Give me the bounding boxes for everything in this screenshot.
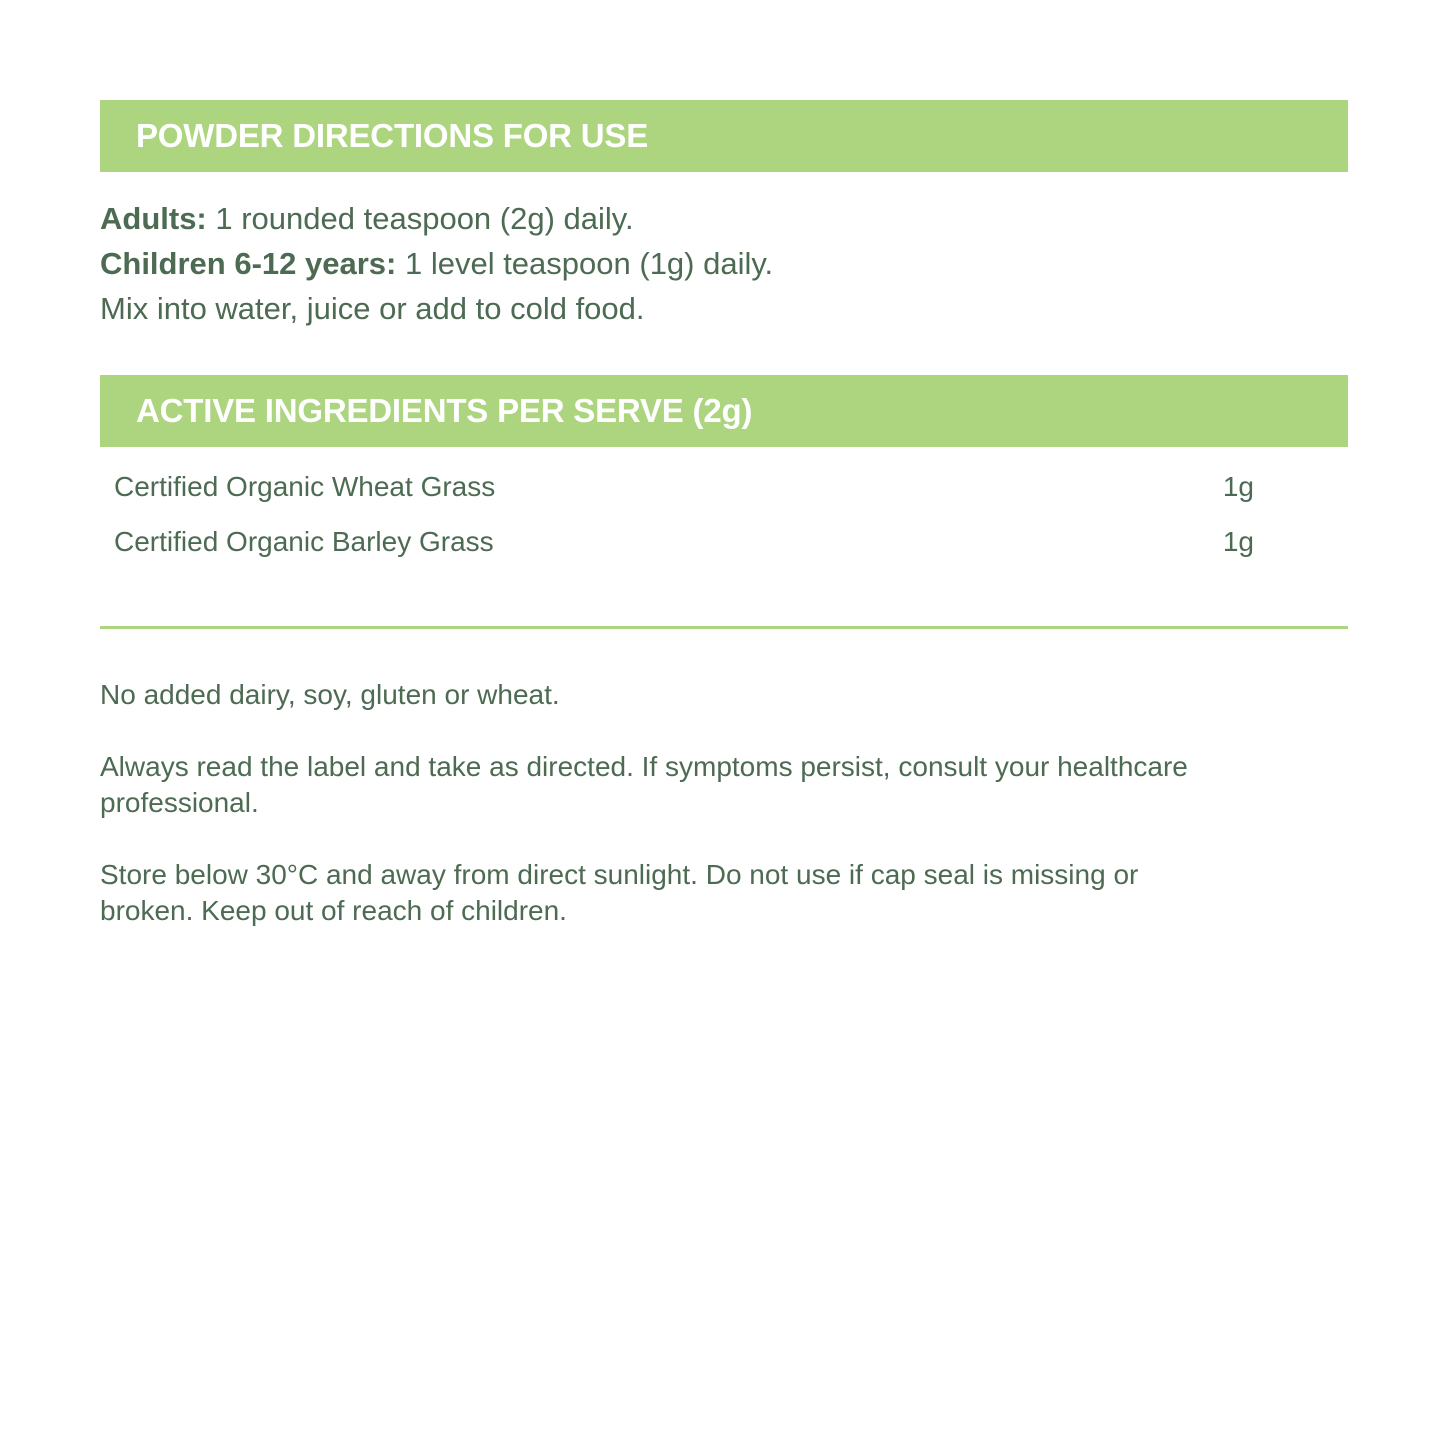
advice-statement: Always read the label and take as directed. If symptoms persist, consult your healthcare professional.: [100, 751, 1188, 818]
section-divider: [100, 626, 1348, 629]
directions-header: [100, 100, 1348, 172]
adults-text: 1 rounded teaspoon (2g) daily.: [206, 201, 634, 236]
adults-dosage: [100, 196, 773, 241]
ingredient-amount: 1g: [1222, 471, 1254, 502]
notes-section: [100, 677, 1220, 965]
ingredients-header: [100, 375, 1348, 447]
ingredients-table: [114, 468, 1254, 578]
adults-label: Adults:: [100, 201, 207, 236]
ingredient-row: [114, 468, 1254, 523]
directions-body: [100, 196, 773, 331]
storage-statement: Store below 30°C and away from direct sunlight. Do not use if cap seal is missing or broken. Keep out of reach of children.: [100, 859, 1139, 926]
mix-instructions: Mix into water, juice or add to cold food.: [100, 291, 645, 326]
directions-title: POWDER DIRECTIONS FOR USE: [136, 117, 649, 154]
children-text: 1 level teaspoon (1g) daily.: [396, 246, 774, 281]
ingredients-title: ACTIVE INGREDIENTS PER SERVE (2g): [136, 392, 753, 429]
ingredient-name: Certified Organic Barley Grass: [114, 526, 494, 557]
ingredient-name: Certified Organic Wheat Grass: [114, 471, 496, 502]
ingredient-amount: 1g: [1222, 526, 1254, 557]
ingredient-row: [114, 523, 1254, 578]
children-label: Children 6-12 years:: [100, 246, 397, 281]
children-dosage: [100, 241, 773, 286]
allergen-statement: No added dairy, soy, gluten or wheat.: [100, 679, 560, 710]
